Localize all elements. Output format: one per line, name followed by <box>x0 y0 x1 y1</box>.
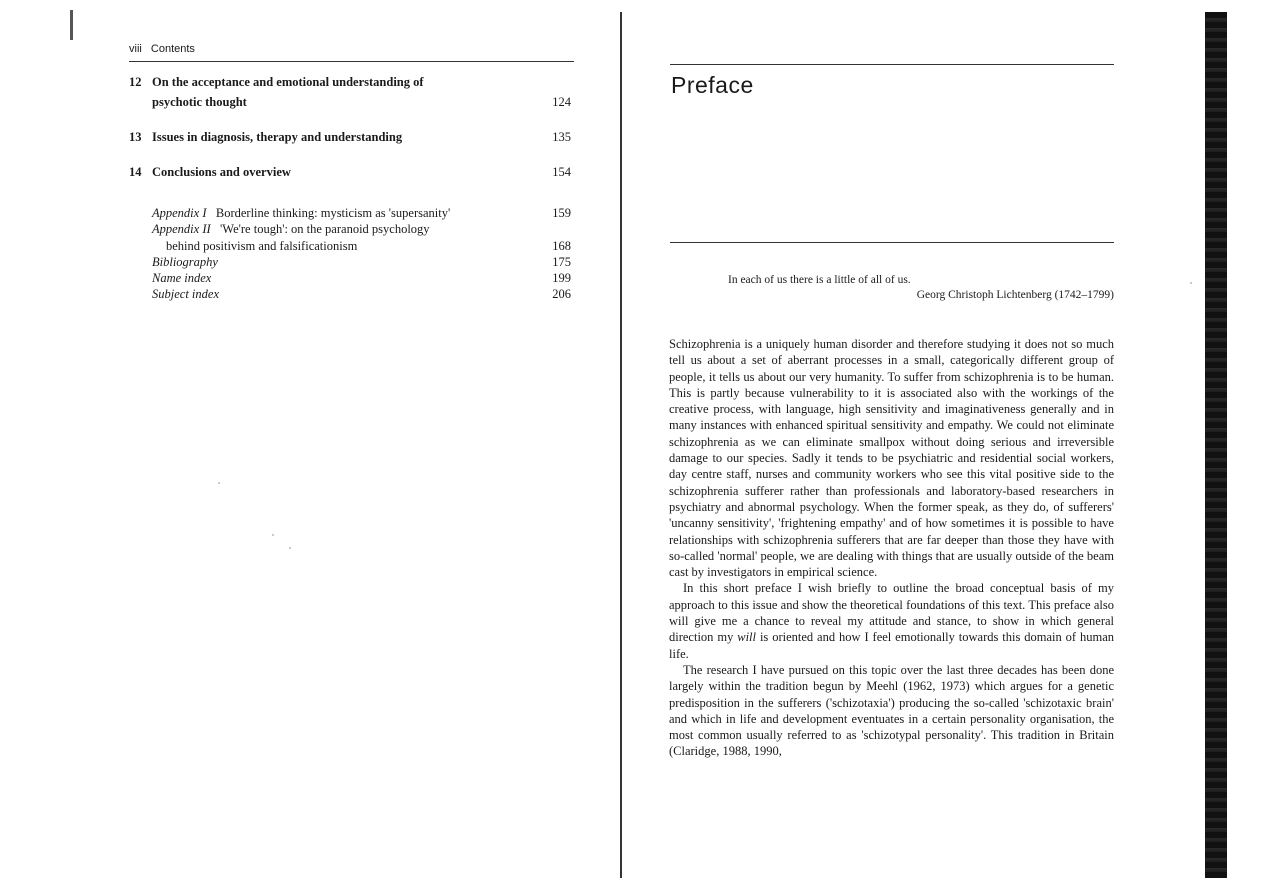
toc-entry-subject-index[interactable] <box>152 286 574 302</box>
page-edge-shadow <box>1205 12 1227 878</box>
appendix-page-number: 159 <box>552 206 571 220</box>
running-head-title: Contents <box>150 43 195 55</box>
emphasis: will <box>737 630 757 645</box>
appendix-title: Borderline thinking: mysticism as 'supersanity' <box>215 206 451 220</box>
toc-entry-chapter-12[interactable] <box>129 72 574 114</box>
toc-entry-appendix-2[interactable] <box>152 221 574 237</box>
toc-entry-appendix-2-continued[interactable] <box>152 238 574 254</box>
appendix-label: Appendix I <box>152 206 207 220</box>
toc-entry-name-index[interactable] <box>152 270 574 286</box>
subject-index-label: Subject index <box>152 287 219 302</box>
header-rule <box>129 61 574 62</box>
name-index-page-number: 199 <box>552 271 571 286</box>
chapter-title: On the acceptance and emotional understanding of psychotic thought <box>152 75 424 109</box>
preface-heading: Preface <box>671 72 754 98</box>
appendix-page-number: 168 <box>552 238 571 253</box>
chapter-number: 14 <box>129 165 142 179</box>
contents-page <box>0 0 610 894</box>
appendix-title-continued: behind positivism and falsificationism <box>166 238 358 253</box>
chapter-page-number: 124 <box>552 95 571 109</box>
toc-back-matter <box>152 205 574 303</box>
epigraph <box>728 273 1114 303</box>
preface-lower-rule <box>670 242 1114 243</box>
epigraph-attribution: Georg Christoph Lichtenberg (1742–1799) <box>916 289 1114 301</box>
preface-body <box>669 336 1114 760</box>
preface-top-rule <box>670 64 1114 65</box>
gutter-line <box>620 12 622 878</box>
chapter-page-number: 135 <box>552 130 571 144</box>
paragraph: Schizophrenia is a uniquely human disorder and therefore studying it does not so much tell us about a set of aberrant processes in a small, categorically different group of people, it tells us about our very humanity. To suffer from schizophrenia is to be human. This is partly because vulnerability to it is associated also with the workings of the creative process, with language, high sensitivity and imaginativeness generally and in many instances with enhanced spiritual sensitivity and empathy. We could not eliminate schizophrenia as we can eliminate smallpox without doing serious and irreversible damage to our species. Sadly it tends to be psychiatric and residential social workers, day centre staff, nurses and community workers who see this vital positive side to the schizophrenia sufferer rather than professionals and laboratory-based researchers in psychiatry and abnormal psychology. When the former speak, as they do, of sufferers' 'uncanny sensitivity', 'frightening empathy' and of how sometimes it is possible to have relationships with schizophrenia sufferers that are far deeper than those they have with so-called 'normal' people, we are dealing with things that are usually outside of the beam cast by investigators in empirical science. <box>669 337 1114 580</box>
scan-speck <box>1190 282 1192 284</box>
toc-entry-chapter-13[interactable] <box>129 127 574 147</box>
paragraph: In this short preface I wish briefly to outline the broad conceptual basis of my approach to this issue and show the theoretical foundations of this text. This preface also will give me a chance to reveal my attitude and stance, to show in which general direction my will is oriented and how I feel emotionally towards this domain of human life. <box>669 581 1115 661</box>
epigraph-quote: In each of us there is a little of all of us. <box>728 274 911 286</box>
bibliography-page-number: 175 <box>552 254 571 269</box>
chapter-number: 13 <box>129 130 142 144</box>
toc-entry-chapter-14[interactable] <box>129 162 574 182</box>
name-index-label: Name index <box>152 271 212 286</box>
appendix-label: Appendix II <box>152 222 211 237</box>
page-folio: viii <box>129 43 142 55</box>
chapter-number: 12 <box>129 75 142 89</box>
chapter-title: Issues in diagnosis, therapy and understanding <box>152 130 403 144</box>
toc-entry-appendix-1[interactable] <box>152 205 574 221</box>
running-head <box>129 43 195 55</box>
chapter-page-number: 154 <box>552 165 571 179</box>
subject-index-page-number: 206 <box>552 287 571 302</box>
bibliography-label: Bibliography <box>152 254 218 269</box>
chapter-title: Conclusions and overview <box>152 165 291 179</box>
appendix-title: 'We're tough': on the paranoid psychology <box>220 222 430 237</box>
toc-entry-bibliography[interactable] <box>152 254 574 270</box>
paragraph: The research I have pursued on this topic over the last three decades has been done largely within the tradition begun by Meehl (1962, 1973) which argues for a genetic predisposition in the sufferers ('schizotaxia') producing the so-called 'schizotaxic brain' and which in life and development eventuates in a certain personality organisation, the most common usually referred to as 'schizotypal personality'. This tradition in Britain (Claridge, 1988, 1990, <box>669 662 1114 759</box>
